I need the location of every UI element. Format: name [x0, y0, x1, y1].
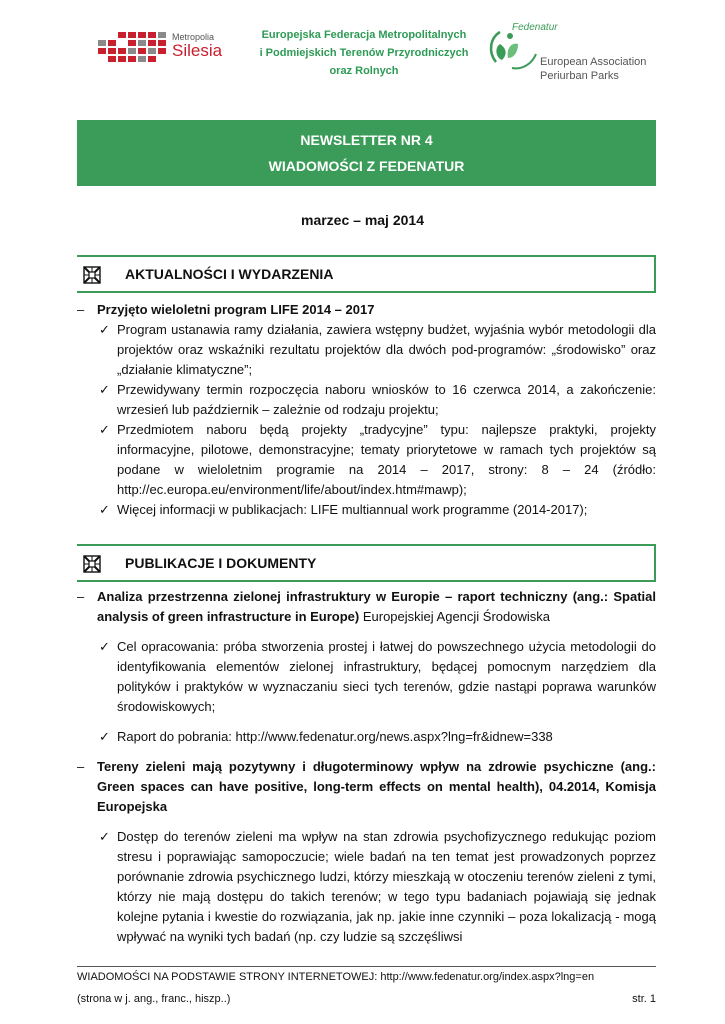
section-heading-news: [77, 255, 656, 293]
dash-bullet-icon: –: [77, 589, 85, 604]
footer-languages: [77, 993, 656, 1005]
newsletter-number: NEWSLETTER NR 4: [300, 132, 433, 148]
eapp-line-1: European Association: [540, 56, 647, 68]
check-text: Raport do pobrania: http://www.fedenatur.org/news.aspx?lng=fr&idnew=338: [117, 729, 553, 744]
check-text: Program ustanawia ramy działania, zawiera wstępny budżet, wyjaśnia wybór metodologii dla projektów oraz wskaźniki rezultatu projektów dla dwóch pod-programów: „środowisko” oraz „działanie klimatyczne”;: [117, 322, 656, 377]
section-heading-publications: [77, 544, 656, 582]
org-line-3: oraz Rolnych: [329, 65, 399, 77]
check-item: [77, 380, 656, 420]
check-text: Więcej informacji w publikacjach: LIFE multiannual work programme (2014-2017);: [117, 502, 588, 517]
silesia-grid-icon: [98, 32, 170, 68]
page-header: [0, 0, 725, 90]
fedenatur-logo-text: Fedenatur: [512, 22, 558, 33]
issue-date: marzec – maj 2014: [301, 212, 424, 228]
newsletter-subtitle: WIADOMOŚCI Z FEDENATUR: [268, 158, 465, 174]
org-line-2: i Podmiejskich Terenów Przyrodniczych: [259, 47, 469, 59]
list-item: [77, 757, 656, 817]
dash-bullet-icon: –: [77, 302, 85, 317]
check-item: [77, 320, 656, 380]
checkmark-icon: ✓: [99, 829, 110, 844]
knot-cross-icon: [83, 266, 101, 284]
item-title: Przyjęto wieloletni program LIFE 2014 – 2017: [97, 302, 375, 317]
list-item: [77, 587, 656, 627]
org-line-1: Europejska Federacja Metropolitalnych: [261, 29, 467, 41]
check-item: [77, 827, 656, 947]
knot-cross-icon: [83, 555, 101, 573]
check-text: Przewidywany termin rozpoczęcia naboru wniosków to 16 czerwca 2014, a zakończenie: wrzesień lub październik – zależnie od rodzaju projektu;: [117, 382, 656, 417]
footer-divider: [77, 966, 656, 967]
footer-languages-text: (strona w j. ang., franc., hiszp..): [77, 993, 231, 1005]
silesia-logo-text: [172, 30, 232, 70]
fedenatur-logo: [482, 18, 558, 78]
check-item: [77, 420, 656, 500]
section-title: AKTUALNOŚCI I WYDARZENIA: [125, 266, 334, 282]
newsletter-banner: [77, 120, 656, 186]
eapp-line-2: Periurban Parks: [540, 70, 619, 82]
item-title: Analiza przestrzenna zielonej infrastruktury w Europie – raport techniczny (ang.: Spatial analysis of green infrastructure in Europe): [97, 589, 656, 624]
section-title: PUBLIKACJE I DOKUMENTY: [125, 555, 317, 571]
section-heading-frame: [77, 255, 654, 291]
checkmark-icon: ✓: [99, 382, 110, 397]
checkmark-icon: ✓: [99, 502, 110, 517]
dash-bullet-icon: –: [77, 759, 85, 774]
news-section-content: [77, 300, 656, 520]
list-item: [77, 300, 656, 320]
federation-name: [240, 26, 488, 80]
metropolia-silesia-logo: [98, 30, 233, 70]
page-number: str. 1: [632, 993, 656, 1005]
check-item: [77, 500, 656, 520]
publications-section-content: [77, 587, 656, 947]
checkmark-icon: ✓: [99, 422, 110, 437]
checkmark-icon: ✓: [99, 322, 110, 337]
item-title: Tereny zieleni mają pozytywny i długoterminowy wpływ na zdrowie psychiczne (ang.: Green spaces can have positive, long-term effects on mental health), 04.2014, Komisja Europejska: [97, 759, 656, 814]
logo-small-text: Metropolia: [172, 32, 215, 42]
checkmark-icon: ✓: [99, 729, 110, 744]
item-title-suffix: Europejskiej Agencji Środowiska: [359, 609, 551, 624]
check-text: Dostęp do terenów zieleni ma wpływ na stan zdrowia psychofizycznego redukując poziom stresu i poprawiając samopoczucie; wiele badań na ten temat jest prowadzonych poprzez porównanie zdrowia psychicznego ludzi, którzy mieszkają w otoczeniu terenów zieleni z tymi, którzy nie mają dostępu do takich terenów; w tego typu badaniach pojawiają się jednak kolejne pytania i kwestie do rozwiązania, jak np. jakie inne czynniki – poza lokalizacją - mogą wpływać na wyniki tych badań (np. czy ludzie są szczęśliwsi: [117, 829, 656, 944]
logo-big-text: Silesia: [172, 41, 223, 60]
checkmark-icon: ✓: [99, 639, 110, 654]
section-heading-frame: [77, 544, 654, 580]
check-item: [77, 727, 656, 747]
check-text: Przedmiotem naboru będą projekty „tradycyjne” typu: najlepsze praktyki, projekty informacyjne, pilotowe, demonstracyjne; tematy priorytetowe w ramach tych projektów są podane w wieloletnim programie na 2014 – 2017, strony: 8 – 24 (źródło: http://ec.europa.eu/environment/life/about/index.htm#mawp);: [117, 422, 656, 497]
european-association-label: [540, 55, 646, 83]
check-item: [77, 637, 656, 717]
footer-source: WIADOMOŚCI NA PODSTAWIE STRONY INTERNETOWEJ: http://www.fedenatur.org/index.aspx?lng=en: [77, 971, 595, 983]
check-text: Cel opracowania: próba stworzenia prostej i łatwej do powszechnego użycia metodologii do identyfikowania elementów zielonej infrastruktury, będącej pomocnym narzędziem dla polityków i praktyków w wyznaczaniu sieci tych terenów, gdzie nastąpi poprawa warunków środowiskowych;: [117, 639, 656, 714]
